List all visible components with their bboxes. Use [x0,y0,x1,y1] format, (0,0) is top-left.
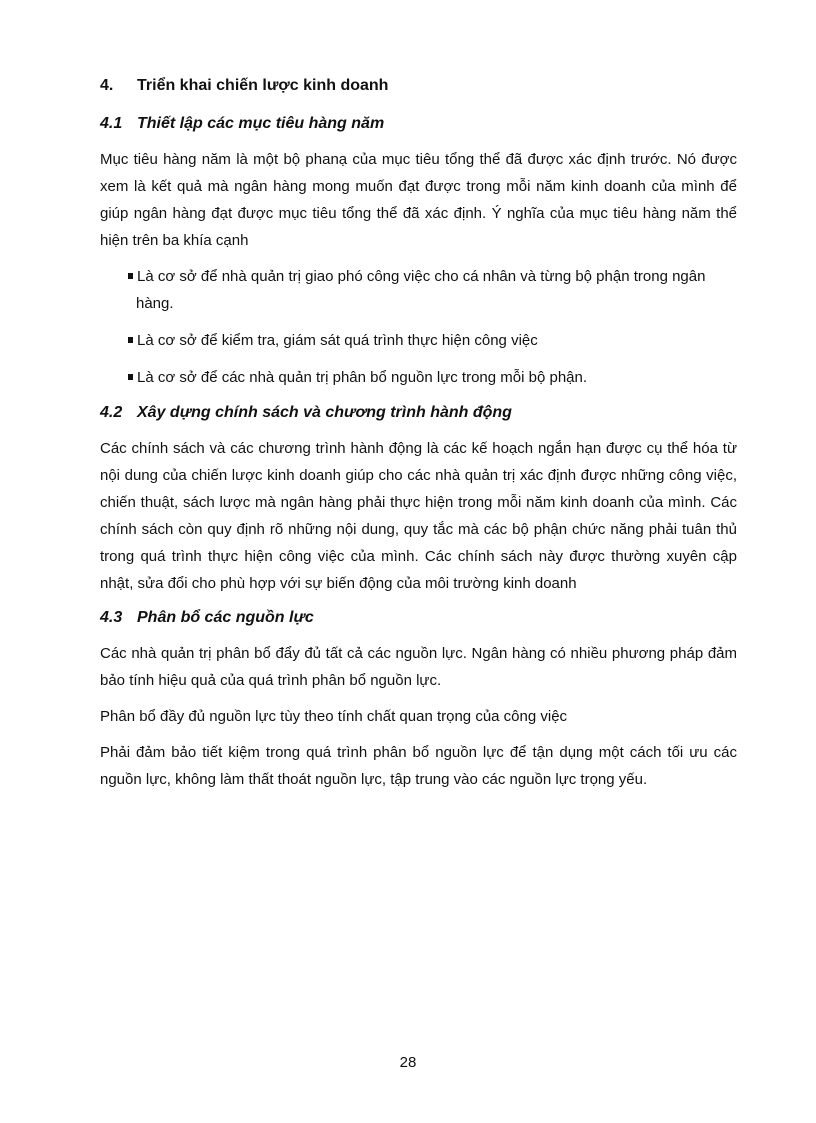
document-page [100,74,737,802]
bullet-text: Là cơ sở để kiểm tra, giám sát quá trình thực hiện công việc [137,332,538,349]
subsection-title: Xây dựng chính sách và chương trình hành động [137,404,512,421]
subsection-heading-4-2 [100,401,737,425]
paragraph: Mục tiêu hàng năm là một bộ phanạ của mục tiêu tổng thể đã được xác định trước. Nó được xem là kết quả mà ngân hàng mong muốn đạt được trong mỗi năm kinh doanh của mình để giúp ngân hàng đạt được mục tiêu tổng thể đã xác định. Ý nghĩa của mục tiêu hàng năm thể hiện trên ba khía cạnh [100,151,737,249]
section-heading [100,74,737,98]
subsection-number: 4.2 [100,404,123,421]
square-bullet-icon [128,273,133,279]
paragraph: Các nhà quản trị phân bổ đẩy đủ tất cả các nguồn lực. Ngân hàng có nhiều phương pháp đảm bảo tính hiệu quả của quá trình phân bổ nguồn lực. [100,645,737,689]
bullet-text: Là cơ sở để các nhà quản trị phân bổ nguồn lực trong mỗi bộ phận. [137,369,588,386]
subsection-number: 4.1 [100,115,123,132]
paragraph: Các chính sách và các chương trình hành động là các kế hoạch ngắn hạn được cụ thể hóa từ nội dung của chiến lược kinh doanh giúp cho các nhà quản trị xác định được những công việc, chiến thuật, sách lược mà ngân hàng phải thực hiện trong mỗi năm kinh doanh của mình. Các chính sách còn quy định rõ những nội dung, quy tắc mà các bộ phận chức năng phải tuân thủ trong quá trình thực hiện công việc của mình. Các chính sách này được thường xuyên cập nhật, sửa đổi cho phù hợp với sự biến động của môi trường kinh doanh [100,440,737,592]
section-number: 4. [100,77,114,94]
subsection-title: Phân bổ các nguồn lực [137,609,314,626]
page-number: 28 [399,1054,417,1071]
bullet-item [100,263,737,317]
bullet-list [100,263,737,391]
paragraph: Phân bổ đầy đủ nguồn lực tùy theo tính chất quan trọng của công việc [100,708,568,725]
bullet-text: Là cơ sở để nhà quản trị giao phó công việc cho cá nhân và từng bộ phận trong ngân hàng. [136,268,706,312]
paragraph: Phải đảm bảo tiết kiệm trong quá trình phân bổ nguồn lực để tận dụng một cách tối ưu các nguồn lực, không làm thất thoát nguồn lực, tập trung vào các nguồn lực trọng yếu. [100,744,737,788]
subsection-heading-4-1 [100,112,737,136]
bullet-item [100,364,737,391]
square-bullet-icon [128,337,133,343]
subsection-number: 4.3 [100,609,123,626]
section-title: Triển khai chiến lược kinh doanh [137,77,389,94]
bullet-item [100,327,737,354]
square-bullet-icon [128,374,133,380]
subsection-title: Thiết lập các mục tiêu hàng năm [137,115,385,132]
subsection-heading-4-3 [100,606,737,630]
